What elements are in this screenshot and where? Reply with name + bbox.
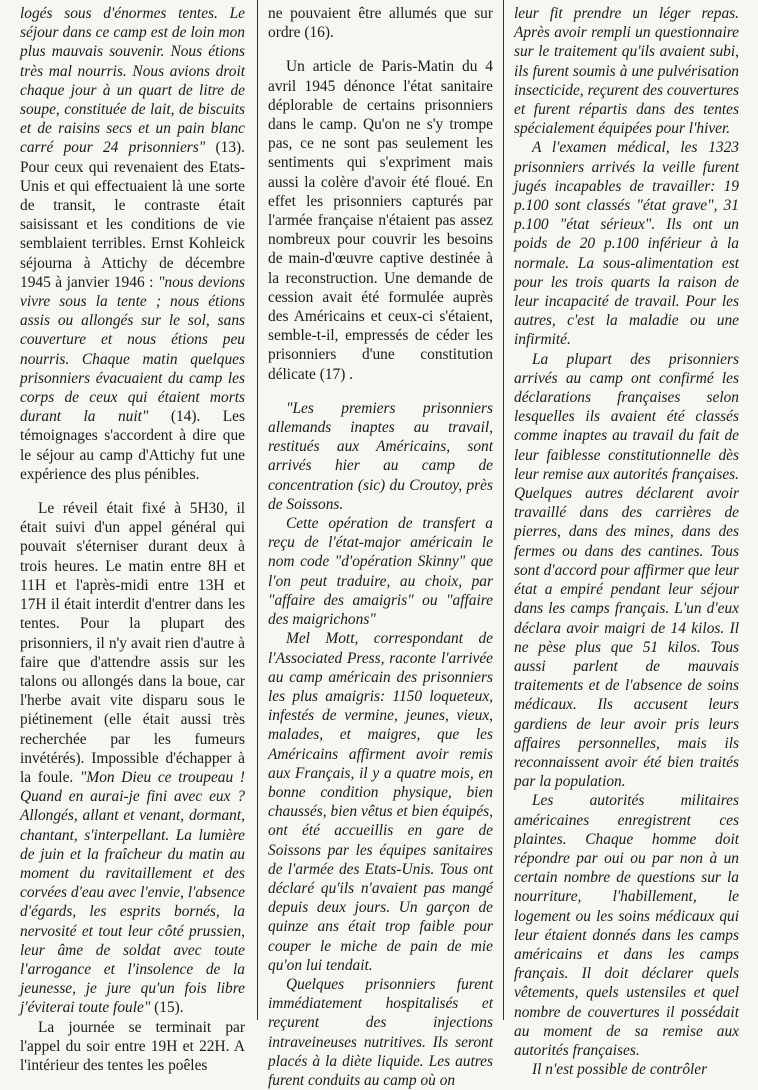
quote-text: "Mon Dieu ce troupeau ! Quand en aurai-je fini avec eux ? Allongés, allant et venant, dormant, chantant, s'interpellant. La lumière de juin et la fraîcheur du matin au moment du ravitaillement et des corvées d'eau avec l'envie, l'absence d'égards, les esprits bornés, la nervosité et tout leur côté prussien, leur âme de soldat avec toute l'arrogance et l'insolence de la jeunesse, je jure qu'un fois libre j'éviterai toute foule" xyxy=(20,768,245,1017)
paragraph xyxy=(268,399,493,514)
text-column-1 xyxy=(20,4,245,1075)
text-column-3 xyxy=(514,4,739,1079)
paragraph xyxy=(20,1018,245,1076)
quote-text: "nous devions vivre sous la tente ; nous étions assis ou allongés sur le sol, sans couverture et nous étions peu nourris. Chaque matin quelques prisonniers évacuaient du camp les corps de ceux qui étaient morts durant la nuit" xyxy=(20,273,245,426)
paragraph xyxy=(514,350,739,792)
quote-text: leur fit prendre un léger repas. Après avoir rempli un questionnaire sur le traitement qu'ils avaient subi, ils furent soumis à une pulvérisation insecticide, reçurent des couvertures et furent répartis dans des tentes spécialement équipées pour l'hiver. xyxy=(514,5,739,138)
paragraph xyxy=(268,975,493,1090)
paragraph xyxy=(268,629,493,975)
paragraph xyxy=(268,514,493,629)
quote-text: Mel Mott, correspondant de l'Associated Press, raconte l'arrivée au camp américain des prisonniers les plus amaigris: 1150 loqueteux, infestés de vermine, jeunes, vieux, malades, et maigres, que les Américains affirment avoir remis aux Français, il y a quatre mois, en bonne condition physique, bien chaussés, bien vêtus et bien équipés, ont été accueillis en gare de Soissons par les équipes sanitaires de l'armée des Etats-Unis. Tous ont déclaré qu'ils n'avaient pas mangé depuis deux jours. Un garçon de quinze ans était trop faible pour couper le miche de pain de mie qu'on lui tendait. xyxy=(268,630,493,974)
paragraph xyxy=(268,4,493,42)
paragraph xyxy=(268,57,493,383)
paragraph xyxy=(20,499,245,1017)
body-text: ne pouvaient être allumés que sur ordre (16). xyxy=(268,5,493,42)
paragraph xyxy=(514,791,739,1060)
quote-text: Les autorités militaires américaines enregistrent ces plaintes. Chaque homme doit répondre par oui ou par non à un certain nombre de questions sur la nourriture, l'habillement, le logement ou les soins médicaux qui leur étaient donnés dans les camps américains et dans les camps français. Il doit déclarer quels vêtements, quels ustensiles et quel nombre de couvertures il possédait au moment de sa remise aux autorités françaises. xyxy=(514,792,739,1059)
body-text: Le réveil était fixé à 5H30, il était suivi d'un appel général qui pouvait s'éterniser durant deux à trois heures. Le matin entre 8H et 11H et l'après-midi entre 13H et 17H il était interdit d'entrer dans les tentes. Pour la plupart des prisonniers, il n'y avait rien d'autre à faire que d'attendre assis sur les talons ou allongés dans la boue, car l'herbe avait vite disparu sous le piétinement (elle était aussi très recherchée par les fumeurs invétérés). Impossible d'échapper à la foule. xyxy=(20,500,245,786)
body-text: (13). Pour ceux qui revenaient des Etats-Unis et qui effectuaient là une sorte de transit, le contraste était saisissant et les conditions de vie semblaient terribles. Ernst Kohleick séjourna à Attichy de décembre 1945 à janvier 1946 : xyxy=(20,139,246,291)
quote-text: Quelques prisonniers furent immédiatement hospitalisés et reçurent des injections intraveineuses nutritives. Ils seront placés à la diète liquide. Les autres furent conduits au camp où on xyxy=(268,975,493,1089)
paragraph xyxy=(514,4,739,138)
body-text: (14). Les témoignages s'accordent à dire que le séjour au camp d'Attichy fut une expérience des plus pénibles. xyxy=(20,408,245,483)
paragraph xyxy=(514,138,739,349)
body-text: Un article de Paris-Matin du 4 avril 1945 dénonce l'état sanitaire déplorable de certains prisonniers dans le camp. Qu'on ne s'y trompe pas, ce ne sont pas seulement les sentiments qui s'expriment mais aussi la colère d'avoir été floué. En effet les prisonniers capturés par l'armée française n'étaient pas assez nombreux pour couvrir les besoins de main-d'œuvre captive destinée à la reconstruction. Une demande de cession avait été formulée auprès des Américains et ceux-ci s'étaient, semble-t-il, empressés de céder les prisonniers d'une constitution délicate (17) . xyxy=(268,58,493,383)
quote-text: "Les premiers prisonniers allemands inaptes au travail, restitués aux Américains, sont arrivés hier au camp de concentration (sic) du Croutoy, près de Soissons. xyxy=(268,399,493,513)
quote-text: A l'examen médical, les 1323 prisonniers arrivés la veille furent jugés incapables de travailler: 19 p.100 sont classés "état grave", 31 p.100 "état sérieux". Ils ont un poids de 20 p.100 inférieur à la normale. La sous-alimentation est pour les trois quarts la raison de leur incapacité de travail. Pour les autres, c'est la maladie ou une infirmité. xyxy=(514,139,739,349)
column-divider xyxy=(257,0,258,1020)
paragraph xyxy=(514,1060,739,1079)
body-text: (15). xyxy=(150,999,184,1017)
quote-text: La plupart des prisonniers arrivés au camp ont confirmé les déclarations françaises selon lesquelles ils avaient été classés comme inaptes au travail du fait de leur faiblesse constitutionnelle dès leur remise aux autorités françaises. Quelques autres déclarent avoir travaillé dans des carrières de pierres, dans des mines, dans des fermes ou dans des cantines. Tous sont d'accord pour affirmer que leur état a empiré pendant leur séjour dans les camps français. L'un d'eux déclara avoir maigri de 14 kilos. Il ne pèse plus que 51 kilos. Tous aussi parlent de mauvais traitements et de l'absence de soins médicaux. Ils accusent leurs gardiens de leur avoir pris leurs affaires personnelles, mais ils reconnaissent avoir été bien traités par la population. xyxy=(514,350,739,791)
text-column-2 xyxy=(268,4,493,1090)
paragraph xyxy=(20,4,245,484)
quote-text: Il n'est possible de contrôler xyxy=(532,1061,708,1079)
column-divider xyxy=(503,0,504,1020)
body-text: La journée se terminait par l'appel du soir entre 19H et 22H. A l'intérieur des tentes les poêles xyxy=(20,1018,245,1074)
quote-text: logés sous d'énormes tentes. Le séjour dans ce camp est de loin mon plus mauvais souvenir. Nous étions très mal nourris. Nous avions droit chaque jour à un quart de litre de soupe, constituée de lait, de biscuits et de raisins secs et un pain blanc carré pour 24 prisonniers" xyxy=(20,5,245,157)
quote-text: Cette opération de transfert a reçu de l'état-major américain le nom code "d'opération Skinny" que l'on peut traduire, au choix, par "affaire des amaigris" ou "affaire des maigrichons" xyxy=(268,515,493,629)
